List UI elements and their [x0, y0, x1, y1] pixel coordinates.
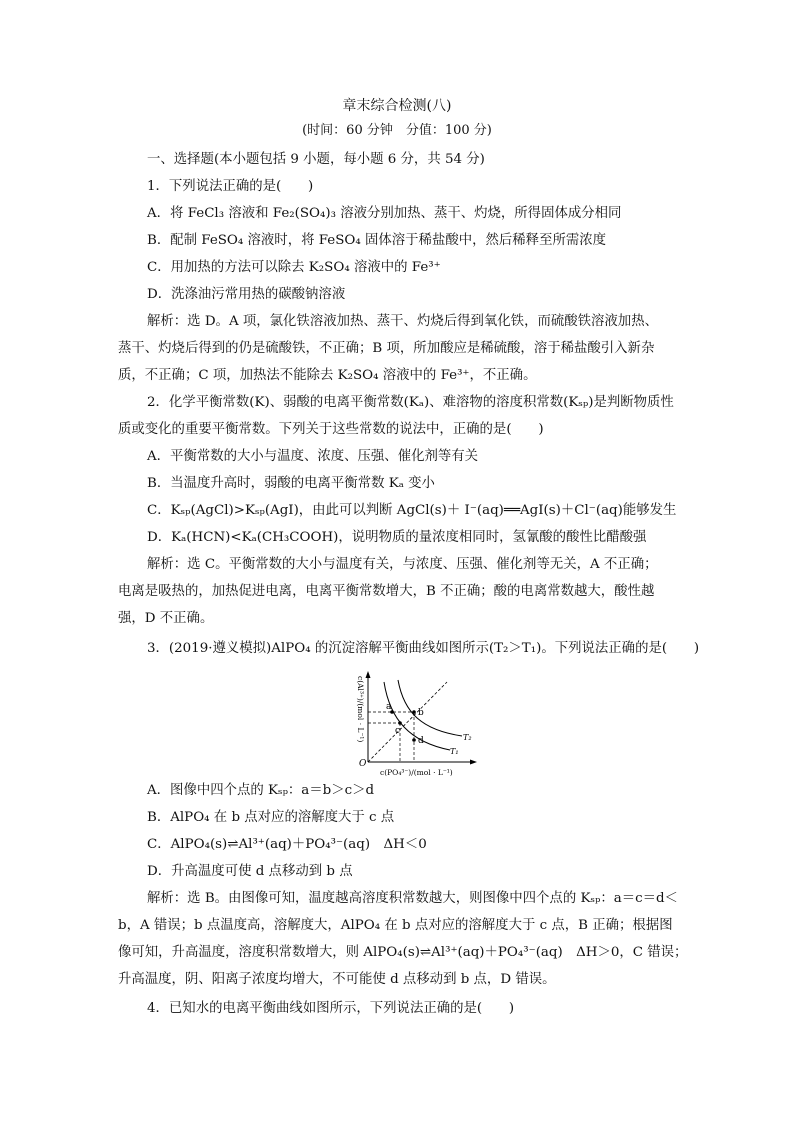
y-axis-label: c(Al³⁺)/(mol · L⁻¹)	[356, 676, 365, 743]
time-score-line: (时间：60 分钟 分值：100 分)	[302, 123, 492, 138]
q3-analysis-line: 解析：选 B。由图像可知，温度越高溶度积常数越大，则图像中四个点的 Kₛₚ：a＝c＝d＜	[147, 891, 678, 906]
curve-t1	[384, 682, 450, 750]
q1-option-c: C．用加热的方法可以除去 K₂SO₄ 溶液中的 Fe³⁺	[147, 260, 441, 275]
q3-stem: 3．(2019·遵义模拟)AlPO₄ 的沉淀溶解平衡曲线如图所示(T₂＞T₁)。下列说法正确的是( )	[147, 641, 700, 656]
q2-option-d: D．Kₐ(HCN)<Kₐ(CH₃COOH)，说明物质的量浓度相同时，氢氰酸的酸性比醋酸强	[147, 530, 647, 545]
solubility-equilibrium-figure	[322, 668, 478, 780]
section-heading: 一、选择题(本小题包括 9 小题，每小题 6 分，共 54 分)	[147, 152, 485, 167]
q2-option-b: B．当温度升高时，弱酸的电离平衡常数 Kₐ 变小	[147, 476, 435, 491]
q1-option-b: B．配制 FeSO₄ 溶液时，将 FeSO₄ 固体溶于稀盐酸中，然后稀释至所需浓度	[147, 233, 607, 248]
q3-option-b: B．AlPO₄ 在 b 点对应的溶解度大于 c 点	[147, 810, 395, 825]
diagonal-line	[368, 682, 447, 762]
q2-analysis-line: 电离是吸热的，加热促进电离，电离平衡常数增大，B 不正确；酸的电离常数越大，酸性越	[118, 584, 655, 599]
point-c	[398, 721, 402, 725]
q2-stem-line: 2．化学平衡常数(K)、弱酸的电离平衡常数(Kₐ)、难溶物的溶度积常数(Kₛₚ)是判断物质性	[147, 395, 674, 410]
q3-analysis-line: b，A 错误；b 点温度高，溶解度大，AlPO₄ 在 b 点对应的溶解度大于 c 点，B 正确；根据图	[118, 918, 673, 933]
q1-option-d: D．洗涤油污常用热的碳酸钠溶液	[147, 287, 346, 302]
q1-analysis-line: 蒸干、灼烧后得到的仍是硫酸铁，不正确；B 项，所加酸应是稀硫酸，溶于稀盐酸引入新杂	[118, 341, 655, 356]
point-label-c: c	[395, 726, 401, 736]
curve-label-t1: T₁	[450, 747, 459, 756]
y-axis-arrow	[366, 671, 371, 678]
point-b	[412, 710, 416, 714]
q1-stem: 1．下列说法正确的是( )	[147, 179, 314, 194]
q1-analysis-line: 解析：选 D。A 项，氯化铁溶液加热、蒸干、灼烧后得到氧化铁，而硫酸铁溶液加热、	[147, 314, 658, 329]
x-axis-label: c(PO₄³⁻)/(mol · L⁻¹)	[380, 768, 453, 777]
curve-label-t2: T₂	[463, 733, 472, 742]
q3-option-a: A．图像中四个点的 Kₛₚ：a＝b＞c＞d	[147, 783, 375, 798]
q2-analysis-line: 强，D 不正确。	[118, 611, 214, 626]
q4-stem: 4．已知水的电离平衡曲线如图所示，下列说法正确的是( )	[147, 1001, 515, 1016]
x-axis-arrow	[470, 760, 477, 765]
curve-t2	[398, 680, 462, 736]
point-label-d: d	[418, 736, 424, 746]
q2-analysis-line: 解析：选 C。平衡常数的大小与温度有关，与浓度、压强、催化剂等无关，A 不正确；	[147, 557, 658, 572]
point-label-a: a	[386, 702, 392, 712]
q3-analysis-line: 升高温度，阴、阳离子浓度均增大，不可能使 d 点移动到 b 点，D 错误。	[118, 972, 556, 987]
point-d	[412, 738, 416, 742]
q3-option-c: C．AlPO₄(s)⇌Al³⁺(aq)＋PO₄³⁻(aq) ΔH＜0	[147, 837, 427, 852]
origin-label: O	[359, 759, 367, 769]
q1-option-a: A．将 FeCl₃ 溶液和 Fe₂(SO₄)₃ 溶液分别加热、蒸干、灼烧，所得固体成分相同	[147, 206, 622, 221]
q3-analysis-line: 像可知，升高温度，溶度积常数增大，则 AlPO₄(s)⇌Al³⁺(aq)＋PO₄³⁻(aq) ΔH＞0，C 错误；	[118, 945, 688, 960]
q3-option-d: D．升高温度可使 d 点移动到 b 点	[147, 864, 353, 879]
q1-analysis-line: 质，不正确；C 项，加热法不能除去 K₂SO₄ 溶液中的 Fe³⁺，不正确。	[118, 368, 537, 383]
point-label-b: b	[418, 708, 424, 718]
q2-option-c: C．Kₛₚ(AgCl)>Kₛₚ(AgI)，由此可以判断 AgCl(s)＋ I⁻(aq)══AgI(s)＋Cl⁻(aq)能够发生	[147, 503, 677, 518]
page-title: 章末综合检测(八)	[342, 98, 452, 114]
q2-option-a: A．平衡常数的大小与温度、浓度、压强、催化剂等有关	[147, 449, 479, 464]
q2-stem-line: 质或变化的重要平衡常数。下列关于这些常数的说法中，正确的是( )	[118, 422, 544, 437]
